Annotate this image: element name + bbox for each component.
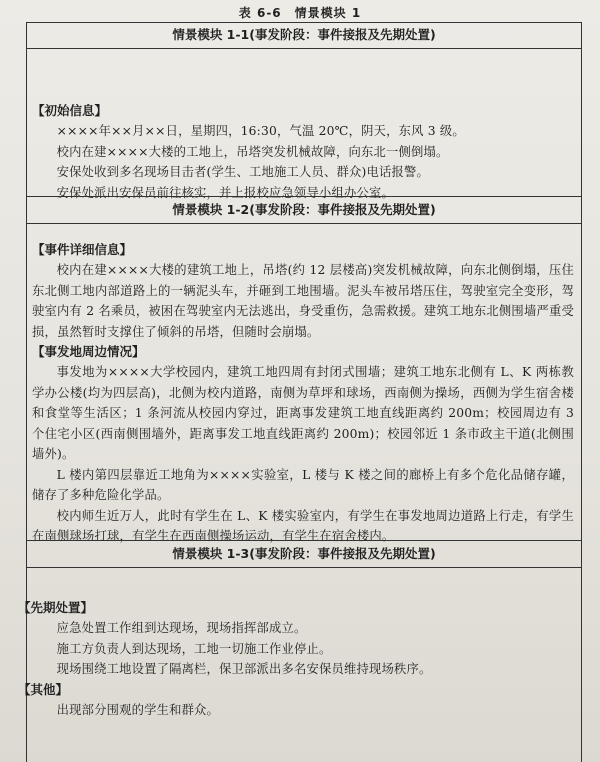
module-1-1-title: 情景模块 1-1(事发阶段：事件接报及先期处置) bbox=[26, 22, 582, 49]
module-1-1 bbox=[26, 22, 582, 203]
detail-info-label: 【事件详细信息】 bbox=[32, 242, 133, 257]
initial-response-label: 【先期处置】 bbox=[18, 600, 94, 615]
initial-info-label: 【初始信息】 bbox=[32, 103, 108, 118]
table-caption: 表 6-6 情景模块 1 bbox=[238, 6, 362, 20]
module-1-3-title: 情景模块 1-3(事发阶段：事件接报及先期处置) bbox=[26, 540, 582, 568]
initial-response-para-1: 应急处置工作组到达现场，现场指挥部成立。 bbox=[56, 621, 307, 635]
initial-info-para-2: 校内在建××××大楼的工地上，吊塔突发机械故障，向东北一侧倒塌。 bbox=[56, 144, 449, 159]
surroundings-label: 【事发地周边情况】 bbox=[32, 344, 145, 359]
other-label: 【其他】 bbox=[18, 681, 69, 697]
module-1-3 bbox=[18, 540, 582, 720]
initial-info-para-4: 安保处派出安保员前往核实，并上报校应急领导小组办公室。 bbox=[56, 185, 395, 200]
initial-info-para-1: ××××年××月××日，星期四，16:30，气温 20℃，阴天，东风 3 级。 bbox=[56, 124, 465, 138]
module-1-2-title: 情景模块 1-2(事发阶段：事件接报及先期处置) bbox=[26, 196, 582, 224]
detail-info-para-1: 校内在建××××大楼的建筑工地上，吊塔(约 12 层楼高)突发机械故障，向东北侧倒塌，压住东北侧工地内部道路上的一辆泥头车，并砸到工地围墙。泥头车被吊塔压住，驾驶室完全变形，驾驶室内有 2 名乘员，被困在驾驶室内无法逃出，身受重伤，急需救援。建筑工地东北侧围墙严重受损，虽然暂时支撑住了倾斜的吊塔，但随时会崩塌。 bbox=[32, 263, 574, 339]
module-1-2 bbox=[26, 196, 582, 547]
initial-info-para-3: 安保处收到多名现场目击者(学生、工地施工人员、群众)电话报警。 bbox=[56, 165, 429, 179]
other-para-1: 出现部分围观的学生和群众。 bbox=[56, 702, 220, 717]
initial-response-para-2: 施工方负责人到达现场，工地一切施工作业停止。 bbox=[56, 641, 332, 656]
surroundings-para-2: L 楼内第四层靠近工地角为××××实验室，L 楼与 K 楼之间的廊桥上有多个危化品储存罐，储存了多种危险化学品。 bbox=[32, 467, 574, 502]
surroundings-para-3: 校内师生近万人，此时有学生在 L、K 楼实验室内，有学生在事发地周边道路上行走，有学生在南侧球场打球，有学生在西南侧操场运动，有学生在宿舍楼内。 bbox=[32, 508, 574, 543]
initial-response-para-3: 现场围绕工地设置了隔离栏，保卫部派出多名安保员维持现场秩序。 bbox=[56, 662, 432, 676]
surroundings-para-1: 事发地为××××大学校园内，建筑工地四周有封闭式围墙；建筑工地东北侧有 L、K 两栋教学办公楼(均为四层高)，北侧为校内道路，南侧为草坪和球场，西南侧为操场，西侧为学生宿舍楼和食堂等生活区；1 条河流从校园内穿过，距离事发建筑工地直线距离约 200m；校园周边有 3 个住宅小区(西南侧围墙外，距离事发工地直线距离约 200m)；校园邻近 1 条市政主干道(北侧围墙外)。 bbox=[32, 365, 574, 461]
